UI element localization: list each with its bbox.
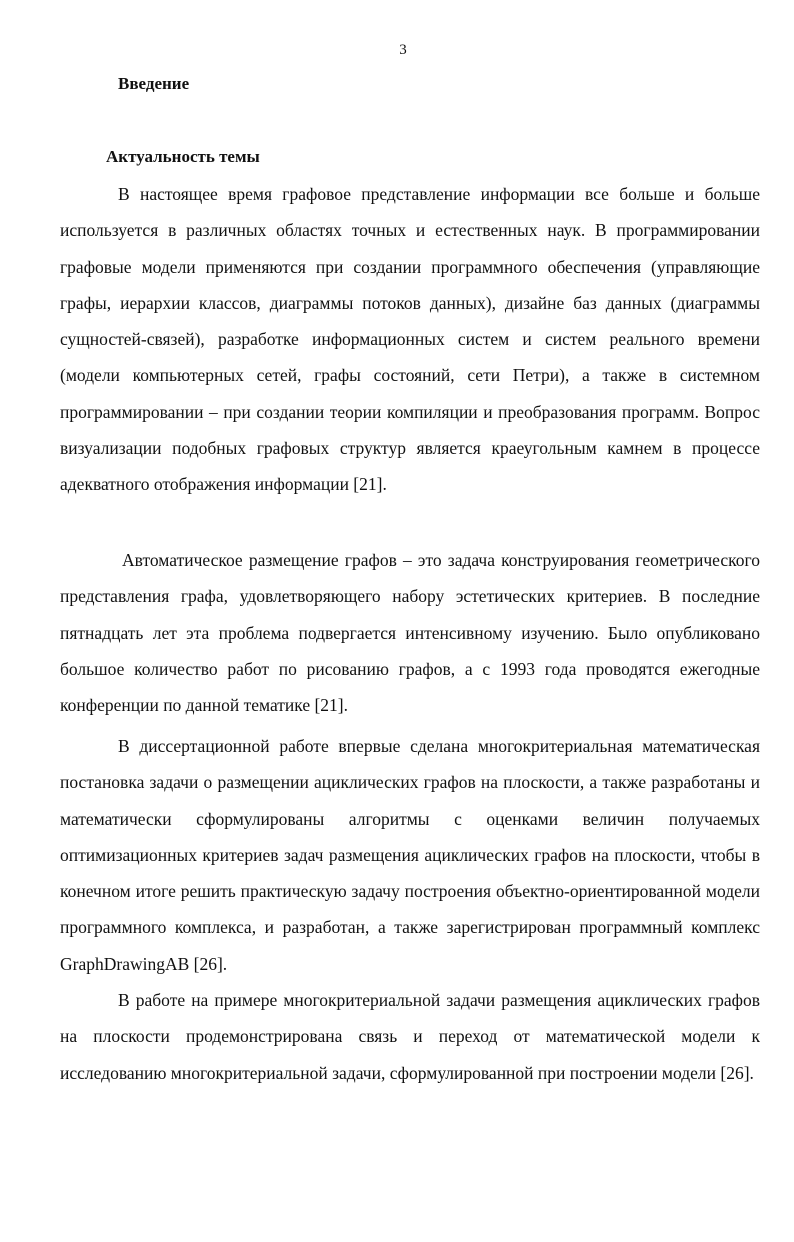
page-number: 3 [399, 42, 407, 58]
paragraph-relevance-intro: В настоящее время графовое представление информации все больше и больше используется в различных областях точных и естественных наук. В программировании графовые модели применяются при создании программного обеспечения (управляющие графы, иерархии классов, диаграммы потоков данных), дизайне баз данных (диаграммы сущностей-связей), разработке информационных систем и систем реального времени (модели компьютерных сетей, графы состояний, сети Петри), а также в системном программировании – при создании теории компиляции и преобразования программ. Вопрос визуализации подобных графовых структур является краеугольным камнем в процессе адекватного отображения информации [21]. [60, 184, 760, 495]
paragraph-model-transition: В работе на примере многокритериальной задачи размещения ациклических графов на плоскости продемонстрирована связь и переход от математической модели к исследованию многокритериальной задачи, сформулированной при построении модели [26]. [60, 990, 760, 1083]
chapter-title: Введение [118, 74, 190, 93]
paragraph-automatic-layout: Автоматическое размещение графов – это задача конструирования геометрического представления графа, удовлетворяющего набору эстетических критериев. В последние пятнадцать лет эта проблема подвергается интенсивному изучению. Было опубликовано большое количество работ по рисованию графов, а с 1993 года проводятся ежегодные конференции по данной тематике [21]. [60, 550, 760, 716]
paragraph-dissertation-contribution: В диссертационной работе впервые сделана многокритериальная математическая постановка задачи о размещении ациклических графов на плоскости, а также разработаны и математически сформулированы алгоритмы с оценками величин получаемых оптимизационных критериев задач размещения ациклических графов на плоскости, чтобы в конечном итоге решить практическую задачу построения объектно-ориентированной модели программного комплекса, и разработан, а также зарегистрирован программный комплекс GraphDrawingAB [26]. [60, 736, 760, 974]
section-title: Актуальность темы [106, 147, 260, 166]
